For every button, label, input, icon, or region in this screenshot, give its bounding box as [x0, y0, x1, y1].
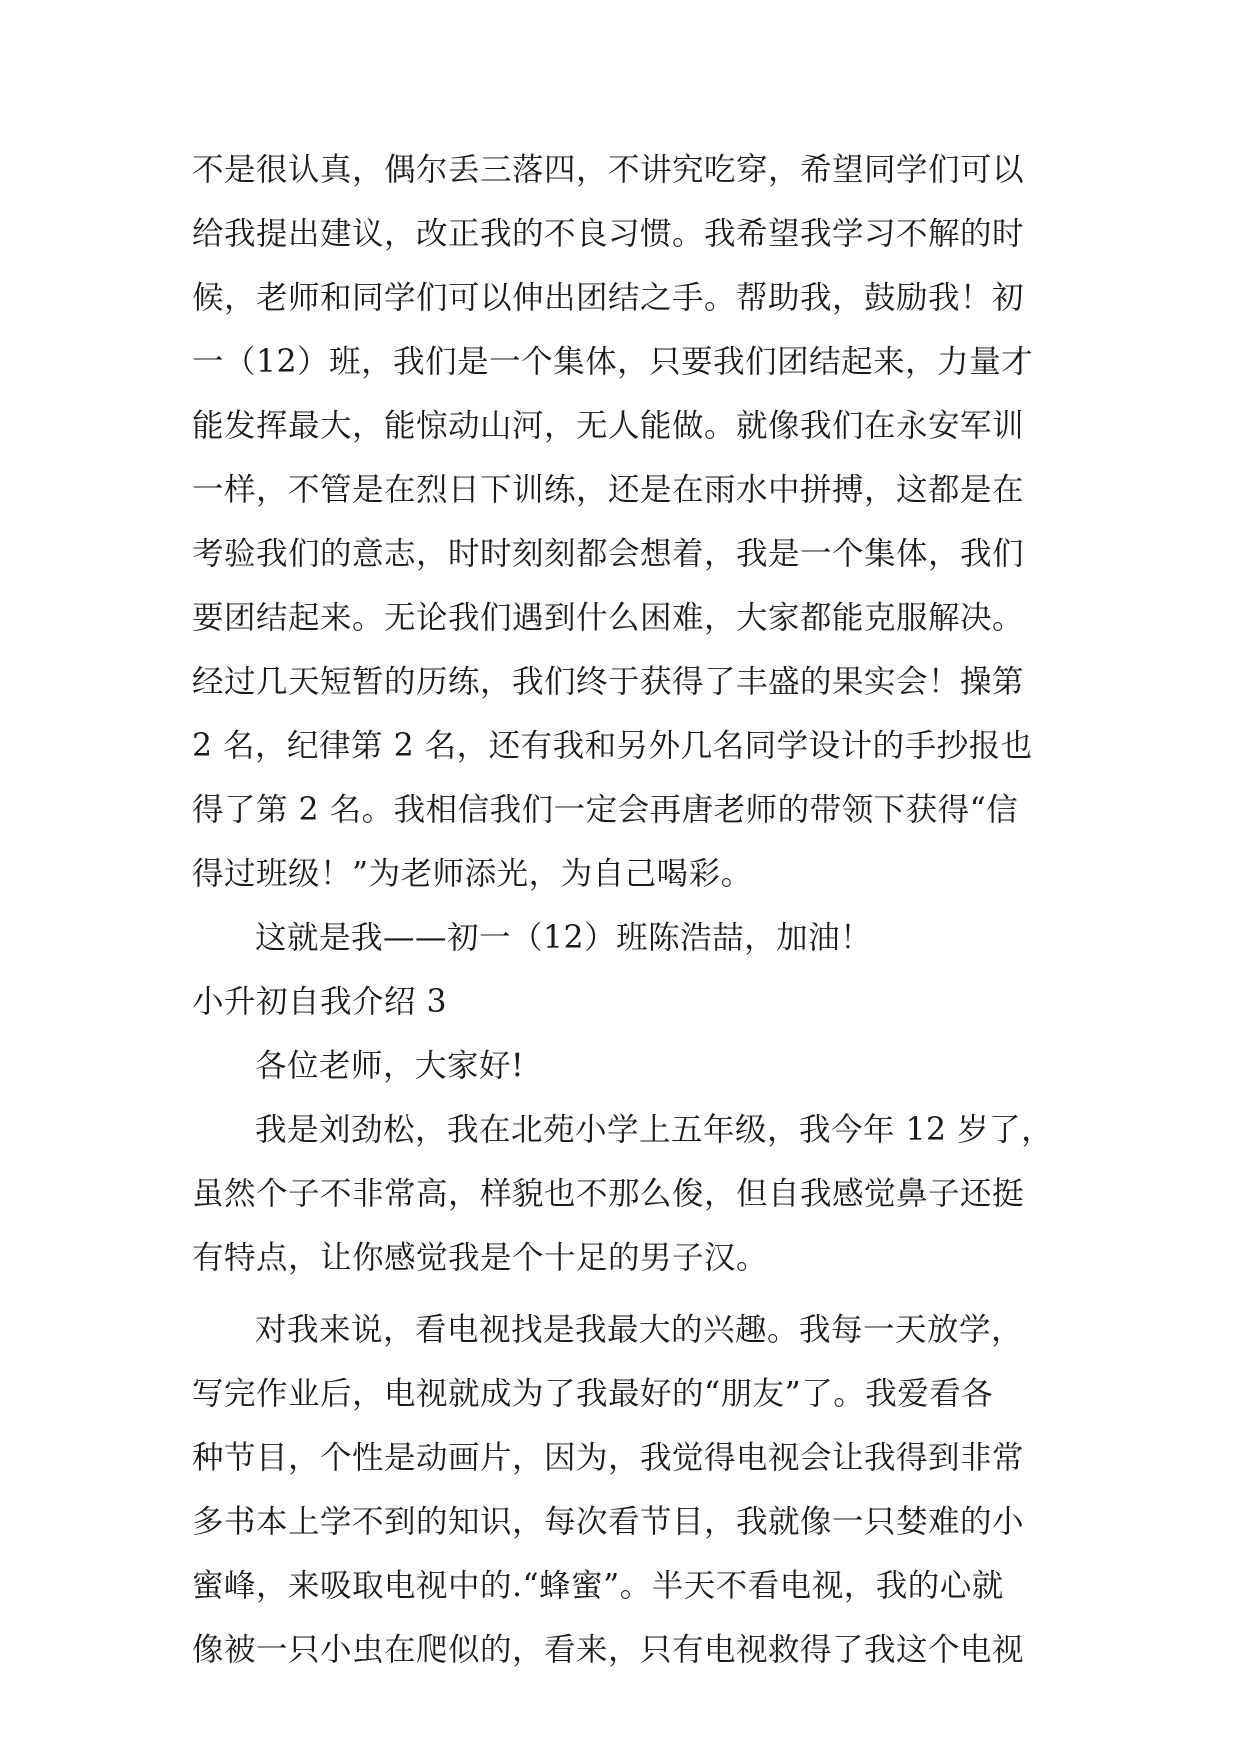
text-line: 多书本上学不到的知识，每次看节目，我就像一只婪难的小: [192, 1504, 1025, 1540]
text-line: 有特点，让你感觉我是个十足的男子汉。: [192, 1240, 769, 1276]
text-line: 候，老师和同学们可以伸出团结之手。帮助我，鼓励我！初: [192, 280, 1025, 316]
text-line: 给我提出建议，改正我的不良习惯。我希望我学习不解的时: [192, 216, 1025, 252]
text-line: 虽然个子不非常高，样貌也不那么俊，但自我感觉鼻子还挺: [192, 1176, 1025, 1212]
section-heading: 小升初自我介绍 3: [192, 984, 448, 1020]
text-line: 对我来说，看电视找是我最大的兴趣。我每一天放学，: [255, 1312, 1024, 1348]
greeting-line: 各位老师，大家好!: [255, 1048, 525, 1084]
text-line: 像被一只小虫在爬似的，看来，只有电视救得了我这个电视: [192, 1632, 1025, 1668]
text-line: 种节目，个性是动画片，因为，我觉得电视会让我得到非常: [192, 1440, 1025, 1476]
text-line: 得了第 2 名。我相信我们一定会再唐老师的带领下获得“信: [192, 792, 1019, 828]
text-line: 不是很认真，偶尔丢三落四，不讲究吃穿，希望同学们可以: [192, 152, 1025, 188]
text-line: 我是刘劲松，我在北苑小学上五年级，我今年 12 岁了，: [255, 1112, 1054, 1148]
text-line: 2 名，纪律第 2 名，还有我和另外几名同学设计的手抄报也: [192, 728, 1033, 764]
text-line: 写完作业后，电视就成为了我最好的“朋友”了。我爱看各: [192, 1376, 994, 1412]
text-line: 蜜峰，来吸取电视中的.“蜂蜜”。半天不看电视，我的心就: [192, 1568, 1004, 1604]
text-line: 一（12）班，我们是一个集体，只要我们团结起来，力量才: [192, 344, 1034, 380]
text-line: 能发挥最大，能惊动山河，无人能做。就像我们在永安军训: [192, 408, 1025, 444]
text-line: 考验我们的意志，时时刻刻都会想着，我是一个集体，我们: [192, 536, 1025, 572]
text-line: 经过几天短暂的历练，我们终于获得了丰盛的果实会！操第: [192, 664, 1025, 700]
text-line: 得过班级！”为老师添光，为自己喝彩。: [192, 856, 753, 892]
text-line: 要团结起来。无论我们遇到什么困难，大家都能克服解决。: [192, 600, 1025, 636]
text-line: 这就是我——初一（12）班陈浩喆，加油！: [255, 920, 873, 956]
text-line: 一样，不管是在烈日下训练，还是在雨水中拼搏，这都是在: [192, 472, 1025, 508]
